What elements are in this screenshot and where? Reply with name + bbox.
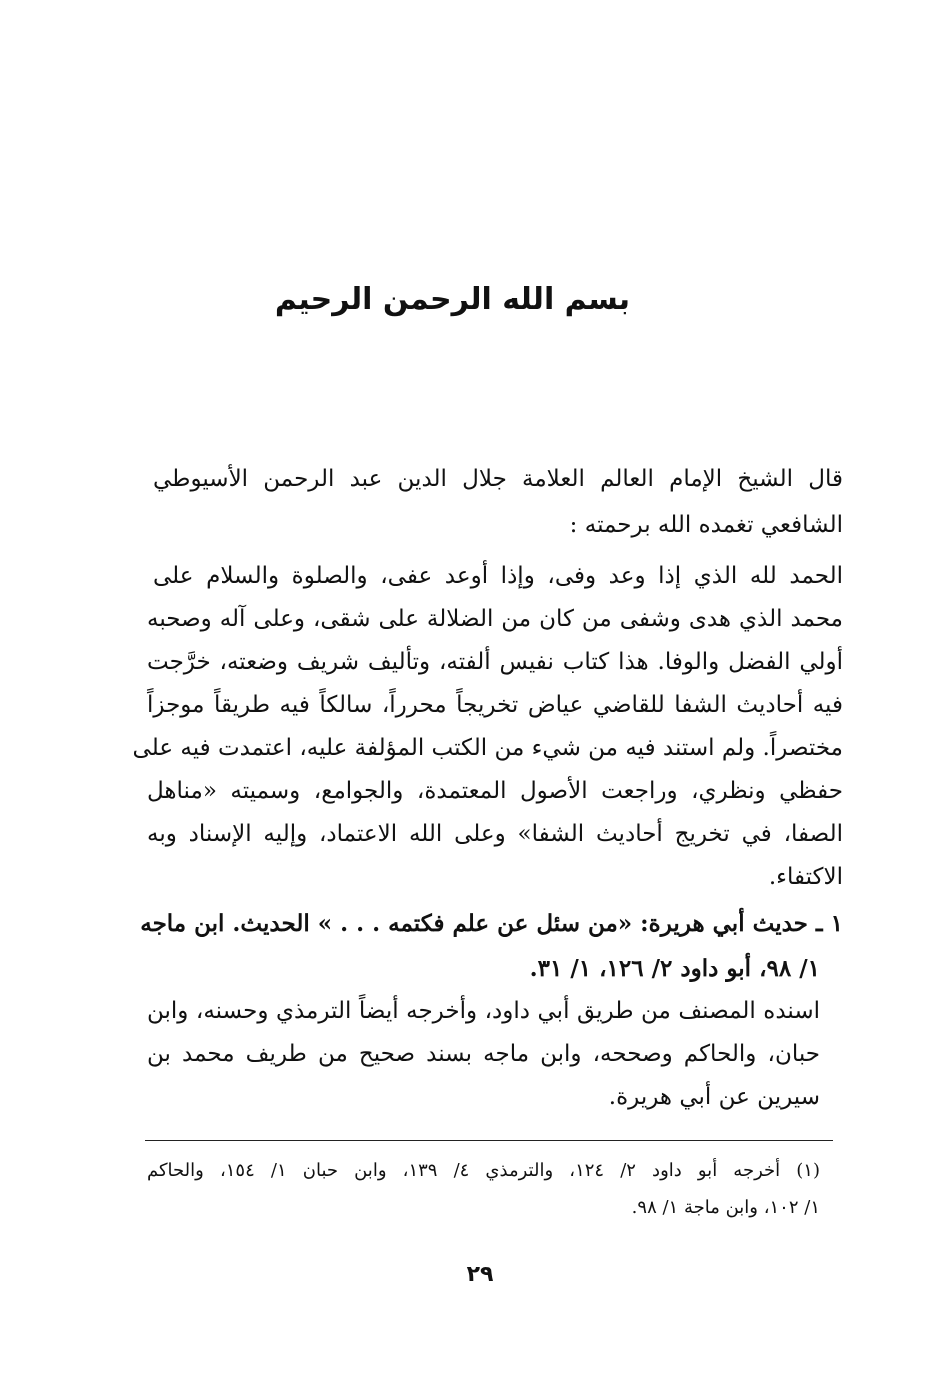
preface-line: محمد الذي هدى وشفى من كان من الضلالة على شقى، وعلى آله وصحبه bbox=[147, 606, 843, 632]
preface-line: الاكتفاء. bbox=[768, 864, 843, 890]
footnote-line: (١) أخرجه أبو داود ٢/ ١٢٤، والترمذي ٤/ ١٣٩، وابن حبان ١/ ١٥٤، والحاكم bbox=[147, 1160, 820, 1181]
preface-line: الصفا، في تخريج أحاديث الشفا» وعلى الله الاعتماد، وإليه الإسناد وبه bbox=[147, 821, 843, 847]
preface-line: الحمد لله الذي إذا وعد وفى، وإذا أوعد عفى، والصلوة والسلام على bbox=[153, 563, 843, 589]
preface-line: مختصراً. ولم استند فيه من شيء من الكتب المؤلفة عليه، اعتمدت فيه على bbox=[132, 735, 843, 761]
footnote-line: ١/ ١٠٢، وابن ماجة ١/ ٩٨. bbox=[631, 1197, 820, 1218]
page-number: ٢٩ bbox=[466, 1262, 494, 1287]
hadith-note-line: سيرين عن أبي هريرة. bbox=[608, 1084, 820, 1110]
preface-line: حفظي ونظري، وراجعت الأصول المعتمدة، والجوامع، وسميته «مناهل bbox=[147, 778, 843, 804]
footnote-divider bbox=[145, 1140, 833, 1141]
hadith-heading: ١ ـ حديث أبي هريرة: «من سئل عن علم فكتمه . . . » الحديث. ابن ماجه bbox=[140, 910, 843, 937]
preface-line: أولي الفضل والوفا. هذا كتاب نفيس ألفته، وتأليف شريف وضعته، خرَّجت bbox=[147, 649, 843, 675]
intro-line: قال الشيخ الإمام العالم العلامة جلال الدين عبد الرحمن الأسيوطي bbox=[153, 466, 843, 492]
hadith-note-line: حبان، والحاكم وصححه، وابن ماجه بسند صحيح من طريف محمد بن bbox=[147, 1041, 820, 1067]
hadith-source: ١/ ٩٨، أبو داود ٢/ ١٢٦، ١/ ٣١. bbox=[529, 955, 820, 982]
hadith-note-line: اسنده المصنف من طريق أبي داود، وأخرجه أيضاً الترمذي وحسنه، وابن bbox=[147, 998, 820, 1024]
basmala-heading: بسم الله الرحمن الرحيم bbox=[274, 282, 630, 317]
intro-line: الشافعي تغمده الله برحمته : bbox=[569, 512, 843, 538]
preface-line: فيه أحاديث الشفا للقاضي عياض تخريجاً محرراً، سالكاً فيه طريقاً موجزاً bbox=[147, 692, 843, 718]
